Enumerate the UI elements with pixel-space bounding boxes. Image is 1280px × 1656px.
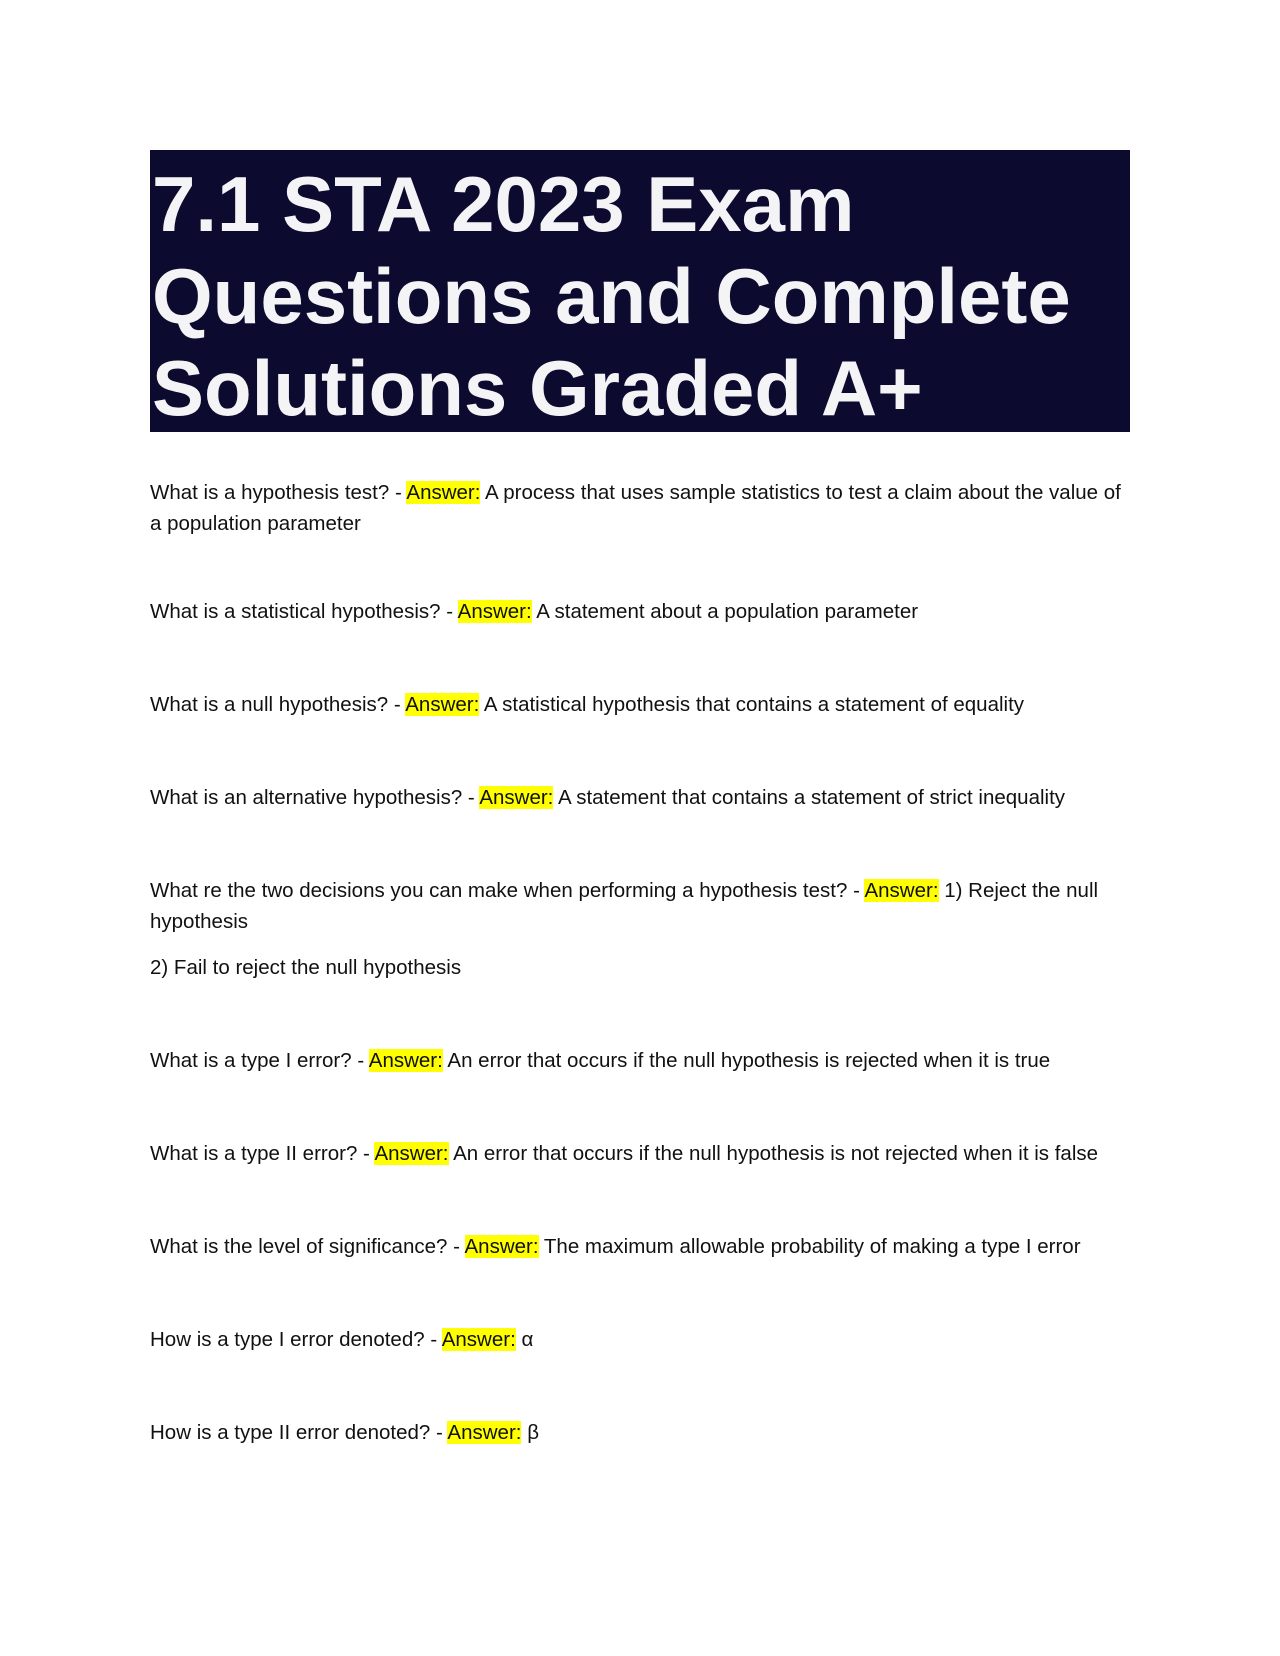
question-text: What is a hypothesis test? (150, 481, 390, 504)
qa-item (150, 596, 1130, 627)
document-title: 7.1 STA 2023 Exam Questions and Complete Solutions Graded A+ (152, 160, 1071, 432)
answer-text: The maximum allowable probability of making a type I error (543, 1235, 1081, 1258)
qa-item (150, 875, 1130, 983)
answer-label: Answer: (374, 1142, 449, 1165)
question-text: What is a statistical hypothesis? (150, 600, 441, 623)
answer-label: Answer: (441, 1328, 516, 1351)
separator: - (424, 1328, 442, 1351)
separator: - (847, 879, 865, 902)
qa-paragraph (150, 875, 1130, 937)
answer-label: Answer: (405, 693, 480, 716)
question-text: What is the level of significance? (150, 1235, 448, 1258)
separator: - (462, 786, 480, 809)
qa-item (150, 1231, 1130, 1262)
question-text: What is a null hypothesis? (150, 693, 389, 716)
title-banner (150, 150, 1130, 432)
answer-text: A process that uses sample statistics to test a claim about the value of a population parameter (150, 481, 1121, 535)
qa-paragraph (150, 689, 1130, 720)
qa-paragraph (150, 1045, 1130, 1076)
answer-text: α (521, 1328, 534, 1351)
answer-text: A statement about a population parameter (536, 600, 919, 623)
question-text: What is an alternative hypothesis? (150, 786, 463, 809)
qa-paragraph (150, 1417, 1130, 1448)
qa-list (150, 477, 1130, 1448)
qa-paragraph (150, 1231, 1130, 1262)
separator: - (351, 1049, 369, 1072)
answer-text: An error that occurs if the null hypothesis is rejected when it is true (447, 1049, 1051, 1072)
question-text: What is a type I error? (150, 1049, 352, 1072)
question-text: How is a type II error denoted? (150, 1421, 431, 1444)
qa-item (150, 782, 1130, 813)
answer-text: A statistical hypothesis that contains a statement of equality (483, 693, 1025, 716)
qa-paragraph (150, 1324, 1130, 1355)
separator: - (357, 1142, 375, 1165)
qa-paragraph (150, 782, 1130, 813)
qa-item (150, 1045, 1130, 1076)
answer-label: Answer: (368, 1049, 443, 1072)
qa-item (150, 477, 1130, 539)
answer-continued: 2) Fail to reject the null hypothesis (150, 956, 462, 979)
separator: - (430, 1421, 448, 1444)
question-text: What is a type II error? (150, 1142, 358, 1165)
question-text: What re the two decisions you can make when performing a hypothesis test? (150, 879, 848, 902)
qa-item (150, 1324, 1130, 1355)
answer-label: Answer: (457, 600, 532, 623)
answer-text: β (527, 1421, 539, 1444)
separator: - (389, 481, 407, 504)
qa-item (150, 689, 1130, 720)
answer-label: Answer: (464, 1235, 539, 1258)
separator: - (447, 1235, 465, 1258)
answer-label: Answer: (447, 1421, 522, 1444)
answer-text: An error that occurs if the null hypothesis is not rejected when it is false (453, 1142, 1099, 1165)
question-text: How is a type I error denoted? (150, 1328, 425, 1351)
answer-label: Answer: (479, 786, 554, 809)
separator: - (388, 693, 406, 716)
qa-item (150, 1138, 1130, 1169)
qa-paragraph (150, 1138, 1130, 1169)
answer-text: A statement that contains a statement of strict inequality (557, 786, 1066, 809)
qa-paragraph (150, 596, 1130, 627)
answer-label: Answer: (406, 481, 481, 504)
qa-item (150, 1417, 1130, 1448)
answer-text: 1) Reject the null hypothesis (150, 879, 1099, 933)
qa-paragraph (150, 477, 1130, 539)
separator: - (440, 600, 458, 623)
answer-label: Answer: (864, 879, 939, 902)
